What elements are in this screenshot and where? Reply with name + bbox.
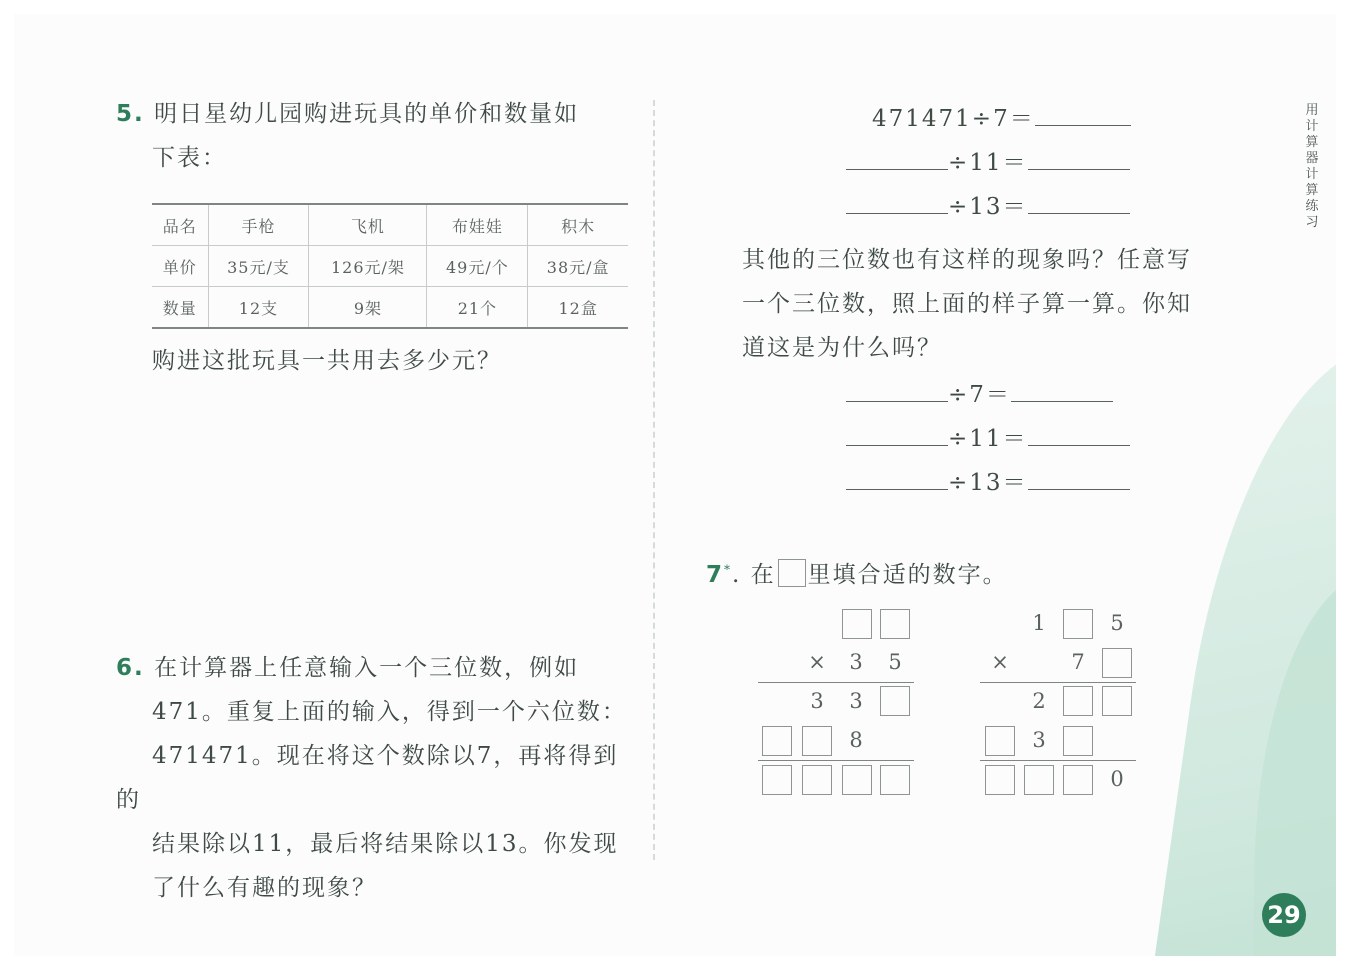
digit-box[interactable] (1102, 686, 1132, 716)
question-7 (706, 556, 1008, 589)
answer-blank[interactable] (1028, 149, 1130, 170)
digit-box[interactable] (802, 726, 832, 756)
calc-text: ÷13＝ (948, 194, 1028, 220)
question-number: 6. (116, 655, 145, 681)
table-header: 布娃娃 (427, 204, 528, 246)
digit-box[interactable] (880, 609, 910, 639)
times-sign: × (991, 650, 1009, 674)
calc-row (846, 376, 1113, 409)
digit-box[interactable] (1063, 609, 1093, 639)
table-header: 手枪 (208, 204, 309, 246)
question-5-ask: 购进这批玩具一共用去多少元？ (152, 348, 502, 374)
answer-blank[interactable] (846, 469, 948, 490)
section-side-label (1304, 103, 1320, 231)
table-cell: 49元/个 (427, 246, 528, 287)
digit: 3 (849, 689, 863, 713)
side-label-char: 习 (1305, 215, 1319, 230)
digit-box[interactable] (762, 726, 792, 756)
question-text: 道这是为什么吗？ (742, 335, 942, 361)
rule-line (758, 760, 914, 761)
question-text: 结果除以11，最后将结果除以13。你发现 (152, 831, 619, 857)
table-cell: 126元/架 (309, 246, 427, 287)
digit-box[interactable] (1102, 648, 1132, 678)
question-text: 在计算器上任意输入一个三位数，例如 (154, 655, 580, 681)
digit-box[interactable] (985, 765, 1015, 795)
answer-blank[interactable] (846, 193, 948, 214)
side-label-char: 计 (1305, 119, 1319, 134)
rule-line (980, 682, 1136, 683)
answer-blank[interactable] (1028, 193, 1130, 214)
question-6 (116, 646, 636, 910)
calc-row (846, 420, 1130, 453)
digit: 2 (1032, 689, 1046, 713)
question-text: 471。重复上面的输入，得到一个六位数： (152, 699, 627, 725)
side-label-char: 用 (1305, 103, 1319, 118)
digit: 1 (1032, 611, 1046, 635)
calc-text: ÷7＝ (948, 382, 1011, 408)
table-cell: 21个 (427, 287, 528, 329)
page-fold-divider (653, 100, 655, 860)
digit: 5 (1110, 611, 1124, 635)
answer-blank[interactable] (1035, 105, 1131, 126)
page-number: 29 (1262, 893, 1306, 937)
question-text: 里填合适的数字。 (807, 562, 1008, 588)
side-label-char: 计 (1305, 167, 1319, 182)
calc-text: ÷11＝ (948, 150, 1028, 176)
calc-row (846, 144, 1130, 177)
digit: 0 (1110, 767, 1124, 791)
question-6-followup (742, 238, 1242, 370)
table-cell: 数量 (152, 287, 208, 329)
example-box (778, 559, 806, 587)
answer-blank[interactable] (1028, 425, 1130, 446)
digit: 5 (888, 650, 902, 674)
digit-box[interactable] (1063, 765, 1093, 795)
side-label-char: 练 (1305, 199, 1319, 214)
question-text: 一个三位数，照上面的样子算一算。你知 (742, 291, 1192, 317)
digit-box[interactable] (842, 609, 872, 639)
digit-box[interactable] (985, 726, 1015, 756)
question-text: 其他的三位数也有这样的现象吗？任意写 (742, 247, 1192, 273)
digit-box[interactable] (880, 686, 910, 716)
rule-line (758, 682, 914, 683)
question-text: . 在 (732, 562, 776, 588)
digit: 3 (810, 689, 824, 713)
table-header: 飞机 (309, 204, 427, 246)
digit: 3 (849, 650, 863, 674)
answer-blank[interactable] (846, 381, 948, 402)
rule-line (980, 760, 1136, 761)
table-header-row (152, 204, 628, 246)
answer-blank[interactable] (846, 425, 948, 446)
digit: 3 (1032, 728, 1046, 752)
side-label-char: 算 (1305, 135, 1319, 150)
table-cell: 9架 (309, 287, 427, 329)
calc-row (846, 188, 1130, 221)
table-row (152, 287, 628, 329)
toy-price-table (152, 203, 628, 329)
digit-box[interactable] (802, 765, 832, 795)
question-text: 明日星幼儿园购进玩具的单价和数量如 (154, 101, 580, 127)
digit-box[interactable] (1063, 686, 1093, 716)
answer-blank[interactable] (846, 149, 948, 170)
table-header: 品名 (152, 204, 208, 246)
side-label-char: 器 (1305, 151, 1319, 166)
calc-row (846, 464, 1130, 497)
table-cell: 38元/盒 (528, 246, 628, 287)
digit: 7 (1071, 650, 1085, 674)
times-sign: × (808, 650, 826, 674)
digit-box[interactable] (842, 765, 872, 795)
calc-row (872, 100, 1131, 133)
question-number: 7 (706, 562, 725, 588)
side-label-char: 算 (1305, 183, 1319, 198)
table-cell: 单价 (152, 246, 208, 287)
table-cell: 12支 (208, 287, 309, 329)
table-row (152, 246, 628, 287)
question-text: 下表： (152, 145, 227, 171)
question-number: 5. (116, 101, 145, 127)
calc-text: ÷11＝ (948, 426, 1028, 452)
table-header: 积木 (528, 204, 628, 246)
digit-box[interactable] (1063, 726, 1093, 756)
digit-box[interactable] (1024, 765, 1054, 795)
question-text: 了什么有趣的现象？ (152, 875, 377, 901)
digit-box[interactable] (762, 765, 792, 795)
question-text: 471471。现在将这个数除以7，再将得到的 (116, 743, 619, 813)
table-cell: 35元/支 (208, 246, 309, 287)
digit-box[interactable] (880, 765, 910, 795)
calc-text: ÷13＝ (948, 470, 1028, 496)
optional-star: * (724, 562, 733, 577)
calc-text: 471471÷7＝ (872, 106, 1035, 132)
digit: 8 (849, 728, 863, 752)
table-cell: 12盒 (528, 287, 628, 329)
question-5 (116, 92, 636, 180)
answer-blank[interactable] (1011, 381, 1113, 402)
answer-blank[interactable] (1028, 469, 1130, 490)
